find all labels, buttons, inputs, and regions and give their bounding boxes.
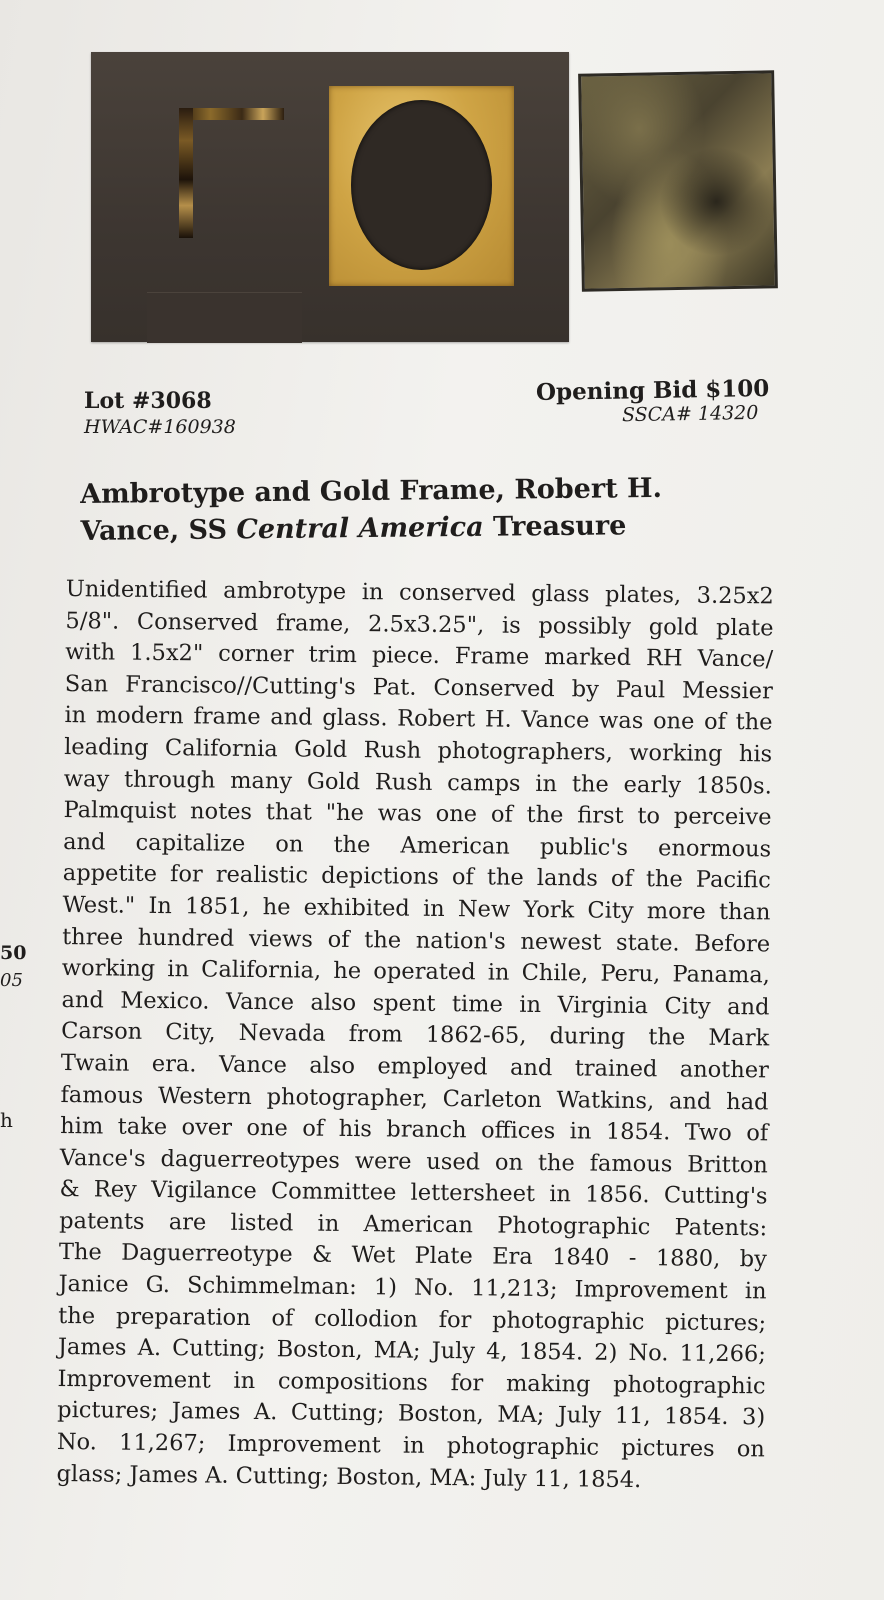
description-line: & Rey Vigilance Committee lettersheet in 1856. Cutting's (59, 1176, 768, 1210)
description-line: pictures; James A. Cutting; Boston, MA; July 11, 1854. 3) (57, 1397, 766, 1431)
description-line: in modern frame and glass. Robert H. Vance was one of the (64, 702, 773, 736)
description-line: No. 11,267; Improvement in photographic pictures on (56, 1428, 766, 1463)
description-line: glass; James A. Cutting; Boston, MA: July 11, 1854. (56, 1460, 642, 1493)
description-line: Carson City, Nevada from 1862-65, during the Mark (61, 1018, 770, 1052)
description-line: West." In 1851, he exhibited in New York City more than (62, 891, 771, 926)
description-line: Twain era. Vance also employed and trained another (60, 1049, 769, 1084)
description-line: 5/8". Conserved frame, 2.5x3.25", is possibly gold plate (65, 607, 774, 642)
description-line: Janice G. Schimmelman: 1) No. 11,213; Improvement in (58, 1271, 767, 1305)
description-line: famous Western photographer, Carleton Watkins, and had (60, 1081, 769, 1115)
description-line: San Francisco//Cutting's Pat. Conserved by Paul Messier (64, 670, 773, 705)
description-line: Vance's daguerreotypes were used on the famous Britton (59, 1144, 768, 1179)
description-line: The Daguerreotype & Wet Plate Era 1840 - 1880, by (58, 1239, 767, 1273)
description-line: working in California, he operated in Chile, Peru, Panama, (61, 955, 770, 989)
adjacent-column-fragment: 05 (0, 970, 23, 991)
title-line-2: Vance, SS Central America Treasure (80, 510, 627, 547)
description-line: and Mexico. Vance also spent time in Virginia City and (61, 986, 770, 1021)
description-line: James A. Cutting; Boston, MA; July 4, 1854. 2) No. 11,266; (57, 1334, 767, 1368)
description-line: Unidentified ambrotype in conserved glass plates, 3.25x2 (65, 575, 774, 610)
opening-bid: Opening Bid $100 (535, 374, 770, 407)
description-line: Improvement in compositions for making photographic (57, 1365, 766, 1400)
description-line: him take over one of his branch offices in 1854. Two of (60, 1113, 769, 1147)
description-line: leading California Gold Rush photographers, working his (64, 733, 773, 768)
description-line: three hundred views of the nation's newest state. Before (62, 923, 771, 957)
ambrotype-glass-plate (578, 70, 778, 291)
description-line: and capitalize on the American public's enormous (63, 828, 772, 863)
description-line: way through many Gold Rush camps in the early 1850s. (63, 765, 772, 799)
hwac-number: HWAC#160938 (84, 416, 236, 438)
adjacent-column-fragment: h (0, 1108, 13, 1132)
adjacent-column-fragment: 50 (0, 942, 27, 964)
description-line: with 1.5x2" corner trim piece. Frame marked RH Vance/ (65, 639, 774, 673)
backing-panel (147, 292, 302, 343)
lot-photo (91, 52, 569, 342)
lot-title (80, 469, 721, 550)
gold-frame (329, 86, 514, 286)
description-line: the preparation of collodion for photographic pictures; (58, 1302, 767, 1337)
corner-trim-piece (179, 108, 284, 238)
description-line: patents are listed in American Photographic Patents: (59, 1207, 768, 1242)
title-line-1: Ambrotype and Gold Frame, Robert H. (80, 472, 663, 510)
lot-description (56, 574, 774, 1498)
description-line: appetite for realistic depictions of the lands of the Pacific (62, 860, 771, 894)
description-line: Palmquist notes that "he was one of the first to perceive (63, 797, 772, 831)
lot-number: Lot #3068 (84, 388, 212, 414)
frame-oval-opening (351, 100, 492, 270)
ssca-number: SSCA# 14320 (621, 401, 759, 427)
